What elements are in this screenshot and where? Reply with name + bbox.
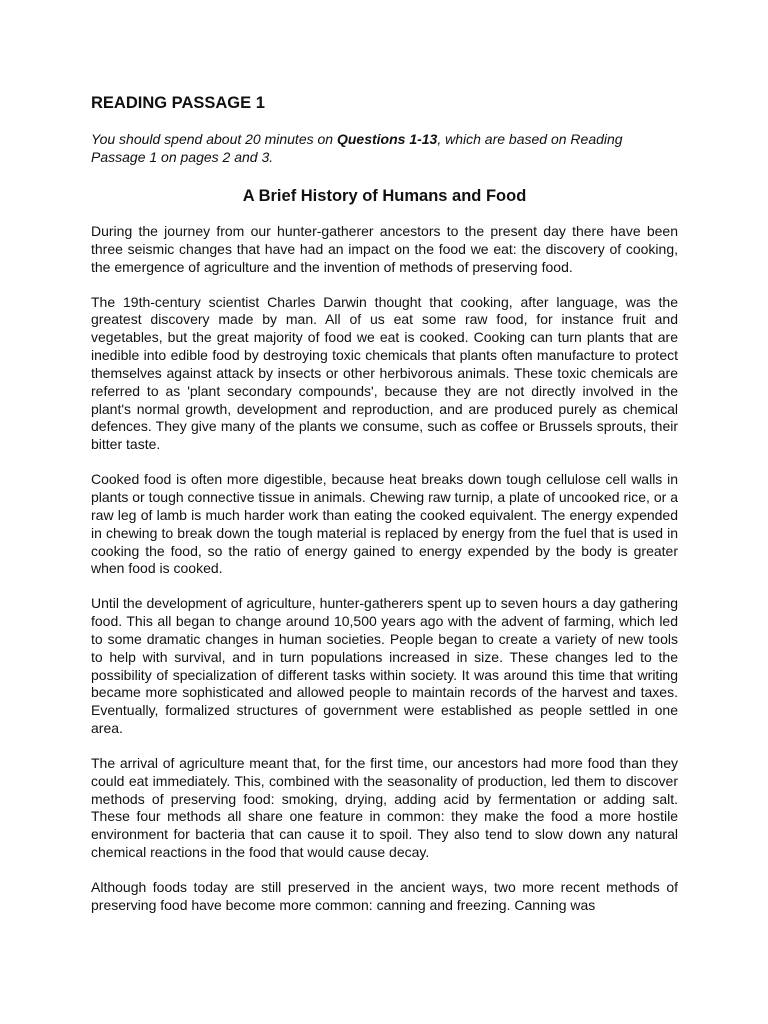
paragraph-1: During the journey from our hunter-gatherer ancestors to the present day there have been three seismic changes that have had an impact on the food we eat: the discovery of cooking, the emergence of agriculture and the invention of methods of preserving food. (91, 223, 678, 275)
paragraph-3: Cooked food is often more digestible, because heat breaks down tough cellulose cell walls in plants or tough connective tissue in animals. Chewing raw turnip, a plate of uncooked rice, or a raw leg of lamb is much harder work than eating the cooked equivalent. The energy expended in chewing to break down the tough material is replaced by energy from the fuel that is used in cooking the food, so the ratio of energy gained to energy expended by the body is greater when food is cooked. (91, 471, 678, 577)
paragraph-4: Until the development of agriculture, hunter-gatherers spent up to seven hours a day gathering food. This all began to change around 10,500 years ago with the advent of farming, which led to some dramatic changes in human societies. People began to create a variety of new tools to help with survival, and in turn populations increased in size. These changes led to the possibility of specialization of different tasks within society. It was around this time that writing became more sophisticated and allowed people to maintain records of the harvest and taxes. Eventually, formalized structures of government were established as people settled in one area. (91, 595, 678, 737)
instructions-text-start: You should spend about 20 minutes on (91, 131, 337, 147)
paragraph-2: The 19th-century scientist Charles Darwin thought that cooking, after language, was the greatest discovery made by man. All of us eat some raw food, for instance fruit and vegetables, but the great majority of food we eat is cooked. Cooking can turn plants that are inedible into edible food by destroying toxic chemicals that plants often manufacture to protect themselves against attack by insects or other herbivorous animals. These toxic chemicals are referred to as 'plant secondary compounds', because they are not directly involved in the plant's normal growth, development and reproduction, and are produced purely as chemical defences. They give many of the plants we consume, such as coffee or Brussels sprouts, their bitter taste. (91, 293, 678, 453)
article-title: A Brief History of Humans and Food (242, 187, 527, 205)
paragraph-6: Although foods today are still preserved in the ancient ways, two more recent methods of preserving food have become more common: canning and freezing. Canning was (91, 879, 678, 913)
paragraph-5: The arrival of agriculture meant that, for the first time, our ancestors had more food than they could eat immediately. This, combined with the seasonality of production, led them to discover methods of preserving food: smoking, drying, adding acid by fermentation or adding salt. These four methods all share one feature in common: they make the food a more hostile environment for bacteria that can cause it to spoil. They also tend to slow down any natural chemical reactions in the food that would cause decay. (91, 754, 678, 861)
document-page (91, 92, 678, 915)
instructions-text-end: , which are based on Reading Passage 1 on pages 2 and 3. (91, 131, 623, 165)
section-heading: READING PASSAGE 1 (91, 94, 265, 112)
instructions (91, 130, 678, 166)
instructions-questions-range: Questions 1-13 (336, 131, 438, 147)
